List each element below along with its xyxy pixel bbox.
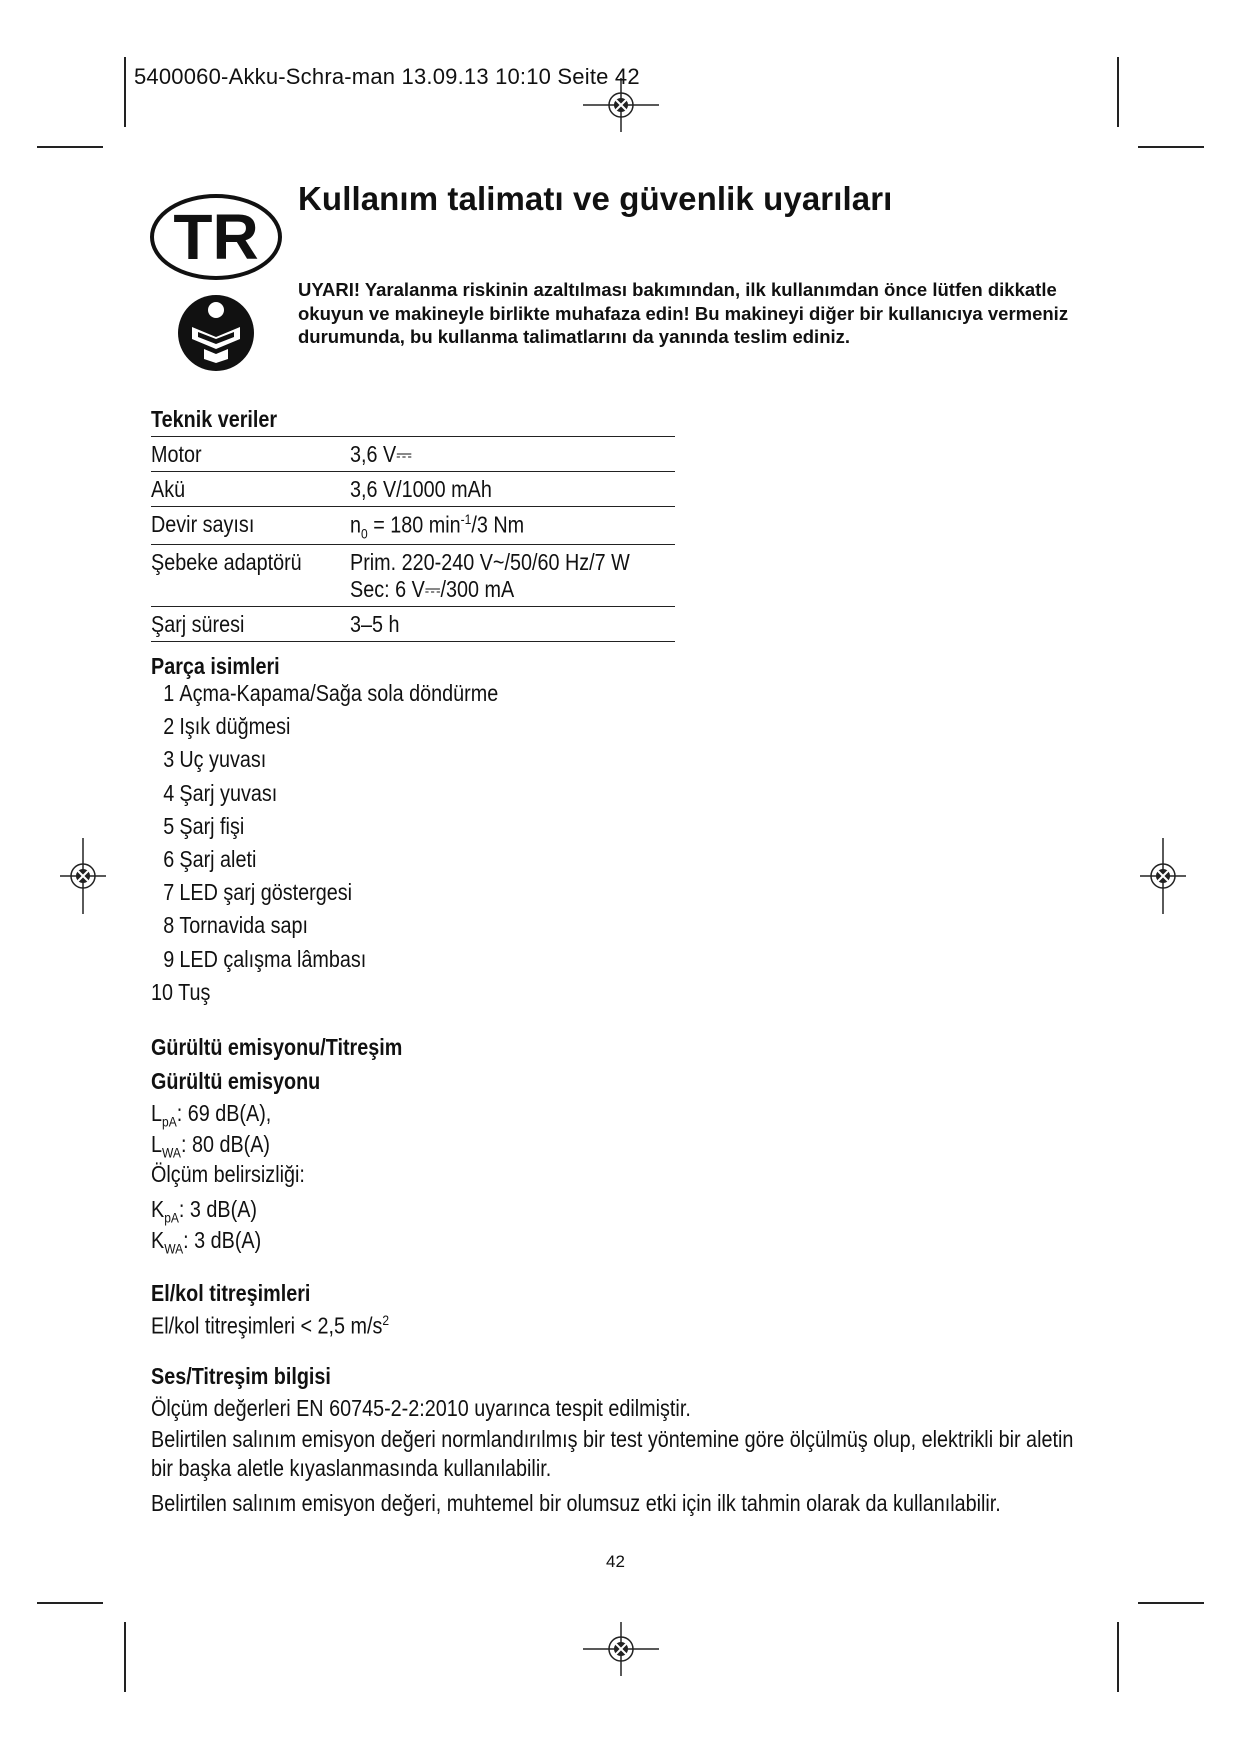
spec-label: Devir sayısı (151, 511, 255, 537)
read-manual-icon (176, 293, 256, 373)
list-item: 2 Işık düğmesi (163, 713, 291, 740)
noise-emission-heading: Gürültü emisyonu (151, 1068, 321, 1094)
safety-warning: UYARI! Yaralanma riskinin azaltılması bakımından, ilk kullanımdan önce lütfen dikkatle okuyun ve makineyle birlikte muhafaza edin! Bu makineyi diğer bir kullanıcıya vermeniz durumunda, bu kullanma talimatlarını da yanında teslim ediniz. (298, 279, 1069, 347)
spec-label: Akü (151, 476, 186, 502)
list-item: 1 Açma-Kapama/Sağa sola döndürme (163, 680, 499, 706)
uncertainty-label: Ölçüm belirsizliği: (151, 1161, 305, 1187)
vibration-value: El/kol titreşimleri < 2,5 $m/s^2$ (151, 1312, 390, 1339)
crop-mark (1117, 1622, 1119, 1692)
noise-vibration-heading: Gürültü emisyonu/Titreşim (151, 1034, 403, 1060)
list-item: 10 Tuş (151, 978, 211, 1005)
registration-mark-icon (1136, 834, 1190, 918)
crop-mark (1138, 1602, 1204, 1604)
country-badge (148, 192, 284, 282)
crop-mark (37, 146, 103, 148)
table-row (151, 607, 675, 642)
vibration-heading: El/kol titreşimleri (151, 1280, 311, 1306)
crop-mark (37, 1602, 103, 1604)
crop-mark (1138, 146, 1204, 148)
print-header: 5400060-Akku-Schra-man 13.09.13 10:10 Seite 42 (134, 64, 640, 89)
spec-label: Motor (151, 441, 202, 467)
lwa-value: $L_{WA}$: 80 dB(A) (151, 1131, 271, 1161)
tech-data-table (151, 436, 675, 642)
tech-data-heading: Teknik veriler (151, 406, 278, 432)
info-line: bir başka aletle kıyaslanmasında kullanılabilir. (151, 1455, 552, 1481)
spec-label: Şarj süresi (151, 611, 245, 638)
kpa-value: $K_{pA}$: 3 dB(A) (151, 1196, 257, 1226)
list-item: 7 LED şarj göstergesi (163, 879, 352, 906)
table-row (151, 507, 675, 545)
spec-value: 3–5 h (349, 611, 400, 638)
spec-value: 3,6 V/1000 mAh (349, 476, 492, 502)
lpa-value: $L_{pA}$: 69 dB(A), (151, 1100, 272, 1130)
spec-value: Prim. 220-240 V~/50/60 Hz/7 W (349, 549, 630, 576)
country-code: TR (173, 201, 259, 273)
kwa-value: $K_{WA}$: 3 dB(A) (151, 1227, 262, 1257)
table-row (151, 545, 675, 607)
registration-mark-icon (579, 1622, 663, 1676)
crop-mark (124, 1622, 126, 1692)
spec-value: 3,6 V⎓ (349, 441, 412, 467)
list-item: 4 Şarj yuvası (163, 779, 278, 806)
parts-heading: Parça isimleri (151, 653, 280, 679)
list-item: 5 Şarj fişi (163, 812, 245, 839)
page-title: Kullanım talimatı ve güvenlik uyarıları (298, 180, 893, 217)
info-line: Belirtilen salınım emisyon değeri, muhtemel bir olumsuz etki için ilk tahmin olarak da kullanılabilir. (151, 1490, 1001, 1516)
list-item: 9 LED çalışma lâmbası (163, 945, 367, 972)
info-line: Belirtilen salınım emisyon değeri normlandırılmış bir test yöntemine göre ölçülmüş olup, elektrikli bir aletin (151, 1426, 1074, 1452)
info-line: Ölçüm değerleri EN 60745-2-2:2010 uyarınca tespit edilmiştir. (151, 1395, 691, 1421)
spec-label: Şebeke adaptörü (151, 549, 302, 576)
registration-mark-icon (56, 834, 110, 918)
page-number: 42 (606, 1552, 625, 1571)
spec-value: $n_0 = 180$ $\min^{-1}/3$ Nm (349, 511, 524, 542)
list-item: 8 Tornavida sapı (163, 912, 309, 939)
list-item: 3 Uç yuvası (163, 746, 267, 773)
crop-mark (124, 57, 126, 127)
parts-list (151, 680, 555, 1012)
info-heading: Ses/Titreşim bilgisi (151, 1363, 331, 1389)
spec-value: Sec: 6 V⎓/300 mA (349, 576, 514, 603)
table-row (151, 437, 675, 472)
table-row (151, 472, 675, 507)
list-item: 6 Şarj aleti (163, 845, 257, 872)
crop-mark (1117, 57, 1119, 127)
